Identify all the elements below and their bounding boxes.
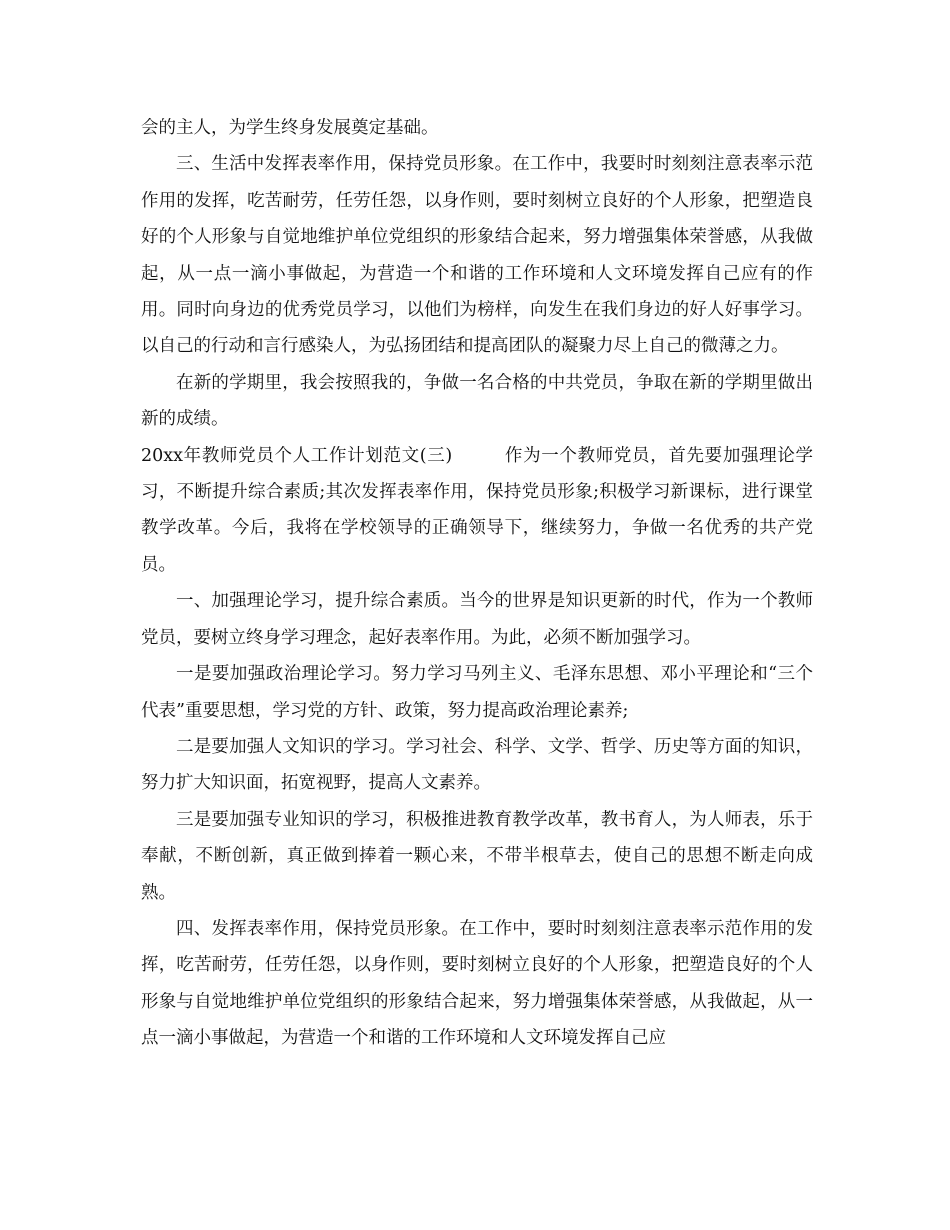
section-block xyxy=(141,438,813,584)
paragraph-new-semester: 在新的学期里，我会按照我的，争做一名合格的中共党员，争取在新的学期里做出新的成绩。 xyxy=(141,372,813,430)
paragraph-theory-study: 一、加强理论学习，提升综合素质。当今的世界是知识更新的时代，作为一个教师党员，要树立终身学习理念，起好表率作用。为此，必须不断加强学习。 xyxy=(141,591,813,648)
section-intro: 作为一个教师党员，首先要加强理论学习，不断提升综合素质;其次发挥表率作用，保持党员形象;积极学习新课标，进行课堂教学改革。今后，我将在学校领导的正确领导下，继续努力，争做一名优秀的共产党员。 xyxy=(141,445,813,575)
paragraph-continuation: 会的主人，为学生终身发展奠定基础。 xyxy=(141,118,439,138)
paragraph-humanities-study: 二是要加强人文知识的学习。学习社会、科学、文学、哲学、历史等方面的知识，努力扩大知识面，拓宽视野，提高人文素养。 xyxy=(141,736,813,794)
document-body xyxy=(141,110,813,1057)
paragraph-political-study: 一是要加强政治理论学习。努力学习马列主义、毛泽东思想、邓小平理论和“三个代表”重要思想，学习党的方针、政策，努力提高政治理论素养; xyxy=(141,664,813,721)
paragraph-professional-study: 三是要加强专业知识的学习，积极推进教育教学改革，教书育人，为人师表，乐于奉献，不断创新，真正做到捧着一颗心来，不带半根草去，使自己的思想不断走向成熟。 xyxy=(141,809,813,903)
paragraph-exemplary-role: 四、发挥表率作用，保持党员形象。在工作中，要时时刻刻注意表率示范作用的发挥，吃苦耐劳，任劳任怨，以身作则，要时刻树立良好的个人形象，把塑造良好的个人形象与自觉地维护单位党组织的形象结合起来，努力增强集体荣誉感，从我做起，从一点一滴小事做起，为营造一个和谐的工作环境和人文环境发挥自己应 xyxy=(141,918,813,1049)
section-title: 20xx年教师党员个人工作计划范文(三) xyxy=(141,445,453,466)
paragraph-section-three: 三、生活中发挥表率作用，保持党员形象。在工作中，我要时时刻刻注意表率示范作用的发挥，吃苦耐劳，任劳任怨，以身作则，要时刻树立良好的个人形象，把塑造良好的个人形象与自觉地维护单位党组织的形象结合起来，努力增强集体荣誉感，从我做起，从一点一滴小事做起，为营造一个和谐的工作环境和人文环境发挥自己应有的作用。同时向身边的优秀党员学习，以他们为榜样，向发生在我们身边的好人好事学习。以自己的行动和言行感染人，为弘扬团结和提高团队的凝聚力尽上自己的微薄之力。 xyxy=(141,154,813,357)
